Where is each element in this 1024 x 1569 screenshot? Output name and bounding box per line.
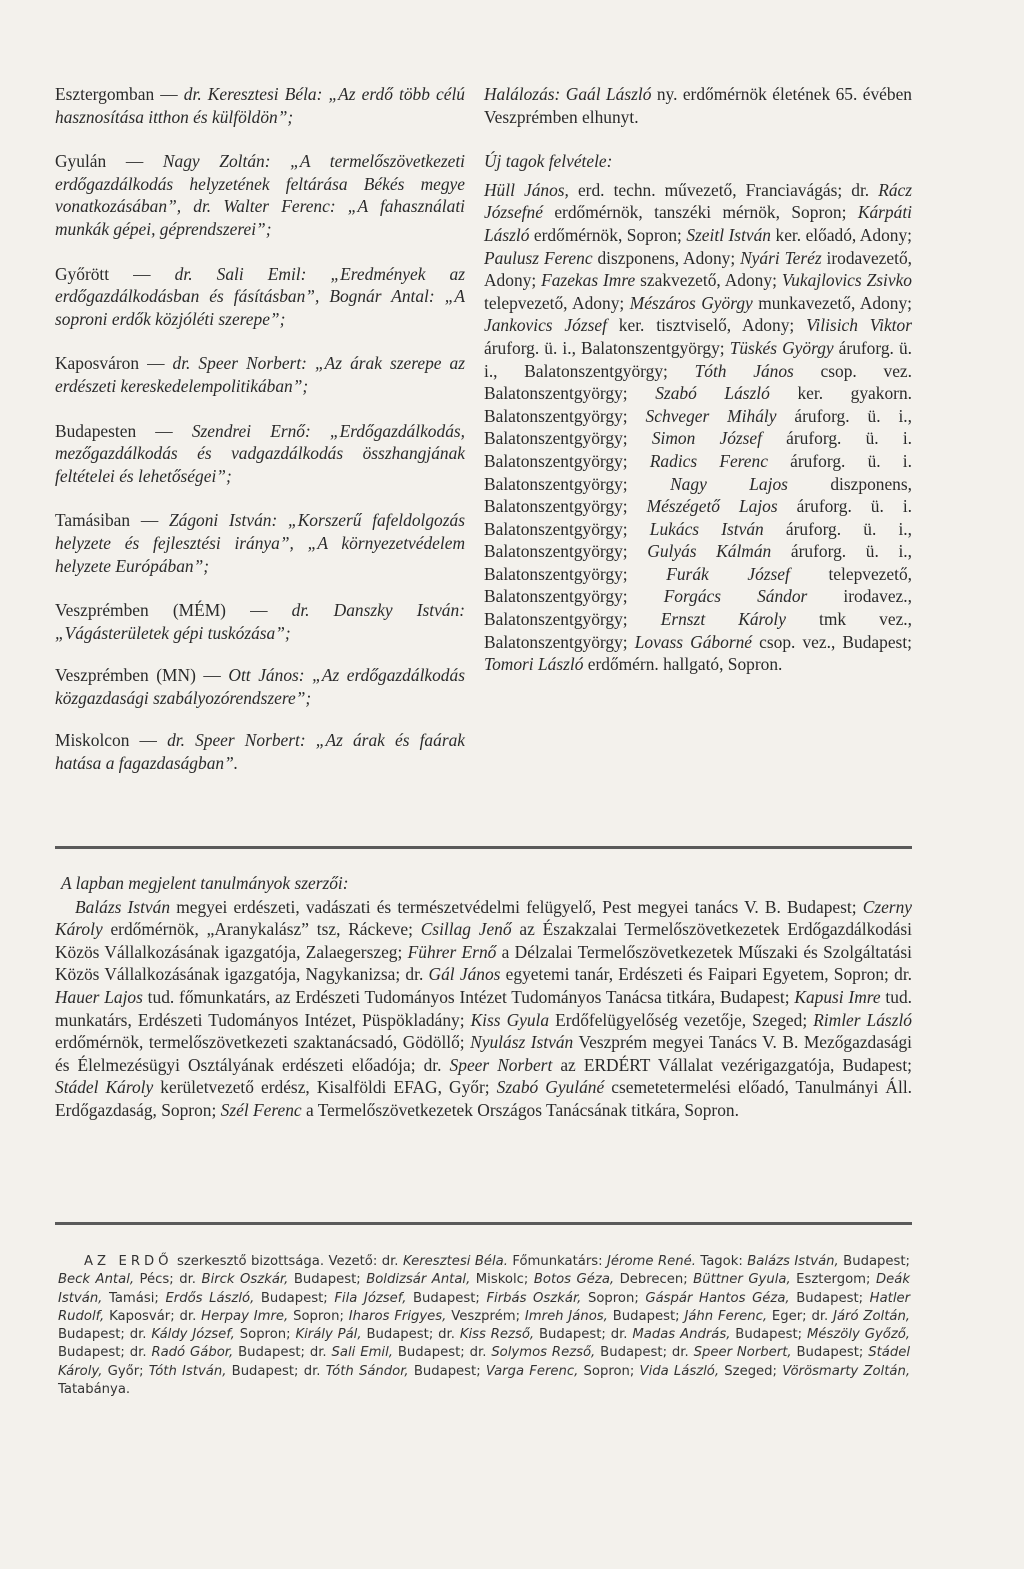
text-run: erd. techn. művezető, Franciavágás; dr. — [568, 179, 879, 200]
text-run: Veszprém megyei Tanács V. B. Mezőgazdasági és Élelmezésügyi Osztályának erdészeti előadója; dr. — [55, 1032, 912, 1075]
text-run: tmk vez., Balatonszentgyörgy; — [484, 609, 912, 652]
person-name: Balázs István — [75, 896, 171, 917]
person-name: Szél Ferenc — [220, 1099, 302, 1120]
text-run: ker. előadó, Adony; — [771, 224, 912, 245]
person-name: Szabó Gyuláné — [496, 1077, 605, 1098]
lecture-text: dr. Sali Emil: „Eredmények az erdőgazdálkodásban és fásításban”, Bognár Antal: „A soproni erdők közjóléti szerepe”; — [55, 263, 465, 329]
text-run: Budapest; — [607, 1308, 685, 1324]
person-name: Szabó László — [655, 383, 770, 404]
text-run: Budapest; — [789, 1290, 870, 1306]
text-run: Esztergom; — [790, 1272, 876, 1288]
lecture-text: Zágoni István: „Korszerű fafeldolgozás helyzete és fejlesztési iránya”, „A környezetvédelem helyzete Európában”; — [55, 510, 465, 576]
person-name: Stádel Károly — [55, 1077, 154, 1098]
person-name: Madas András, — [632, 1327, 731, 1343]
text-run: Budapest; — [838, 1254, 911, 1269]
lecture-entry: Esztergomban — dr. Keresztesi Béla: „Az erdő több célú hasznosítása itthon és külföldön”; — [55, 84, 465, 127]
text-run: Pécs; dr. — [134, 1272, 202, 1288]
text-run: Budapest; dr. — [361, 1327, 460, 1343]
editorial-board — [58, 1253, 910, 1399]
text-run: a Termelőszövetkezetek Országos Tanácsának titkára, Sopron. — [301, 1099, 739, 1120]
person-name: Csillag Jenő — [420, 919, 512, 940]
text-run: diszponens, Adony; — [592, 247, 741, 268]
text-run: tud. munkatárs, Erdészeti Tudományos Intézet, Püspökladány; — [55, 986, 912, 1030]
person-name: Deák István, — [58, 1272, 910, 1306]
person-name: Erdős László, — [165, 1290, 255, 1306]
person-name: Speer Norbert, — [693, 1345, 792, 1361]
text-run: Budapest; — [406, 1290, 487, 1306]
person-name: Tóth János — [694, 360, 794, 381]
person-name: Stádel Károly, — [58, 1345, 911, 1379]
text-run: áruforg. ü. i., Balatonszentgyörgy; — [484, 337, 913, 381]
person-name: Balázs István, — [747, 1254, 839, 1269]
text-run: Sopron; — [288, 1308, 349, 1324]
person-name: Birck Oszkár, — [201, 1272, 289, 1288]
person-name: Rácz Józsefné — [484, 179, 913, 223]
text-run: Budapest; — [288, 1272, 367, 1288]
text-run: Budapest; dr. — [233, 1345, 332, 1361]
person-name: Varga Ferenc, — [485, 1363, 579, 1379]
text-run: erdőmérnök, termelőszövetkezeti szaktanácsadó, Gödöllő; — [55, 1032, 471, 1053]
board-members — [58, 1254, 910, 1397]
person-name: Hauer Lajos — [55, 986, 143, 1007]
text-run: Sopron; — [234, 1327, 296, 1343]
person-name: Mészégető Lajos — [646, 496, 778, 517]
person-name: Ernszt Károly — [660, 609, 786, 630]
person-name: Czerny Károly — [55, 896, 912, 940]
lecture-entry: Tamásiban — Zágoni István: „Korszerű fafeldolgozás helyzete és fejlesztési iránya”, „A környezetvédelem helyzete Európában”; — [55, 510, 465, 576]
text-run: erdőmérn. hallgató, Sopron. — [583, 654, 783, 675]
text-run: Budapest; dr. — [58, 1345, 152, 1361]
text-run: csemetetermelési előadó, Tanulmányi Áll. Erdőgazdaság, Sopron; — [55, 1077, 913, 1120]
person-name: Tóth Sándor, — [325, 1363, 409, 1379]
text-run: csop. vez., Budapest; — [752, 631, 912, 652]
person-name: Gál János — [428, 964, 501, 985]
text-run: Veszprém; — [446, 1308, 525, 1324]
text-run: Szeged; — [719, 1363, 783, 1379]
text-run: Győr; — [102, 1363, 149, 1379]
text-run: telepvezető, Adony; — [484, 292, 630, 313]
person-name: Mészáros György — [629, 292, 753, 313]
person-name: Furák József — [666, 563, 790, 584]
person-name: Kiss Gyula — [470, 1009, 550, 1030]
person-name: Káldy József, — [151, 1327, 235, 1343]
lecture-text: dr. Danszky István: „Vágásterületek gépi tuskózása”; — [55, 600, 465, 643]
text-run: áruforg. ü. i., Balatonszentgyörgy; — [484, 337, 730, 358]
person-name: Gulyás Kálmán — [647, 541, 772, 562]
text-run: Budapest; — [730, 1327, 808, 1343]
person-name: Lovass Gáborné — [634, 631, 753, 652]
text-run: erdőmérnök, Sopron; — [529, 224, 687, 245]
text-run: Budapest; dr. — [595, 1345, 694, 1361]
person-name: Nyári Teréz — [740, 247, 822, 268]
person-name: Schveger Mihály — [645, 405, 777, 426]
lecture-entry: Győrött — dr. Sali Emil: „Eredmények az erdőgazdálkodásban és fásításban”, Bognár Antal: „A soproni erdők közjóléti szerepe”; — [55, 263, 465, 329]
text-run: Kaposvár; dr. — [104, 1308, 202, 1324]
lecture-text: Szendrei Ernő: „Erdőgazdálkodás, mezőgazdálkodás és vadgazdálkodás összhangjának feltételei és lehetőségei”; — [55, 420, 466, 486]
text-run: irodavezető, Adony; — [484, 247, 912, 291]
text-run: szakvezető, Adony; — [635, 270, 782, 291]
text-run: Eger; dr. — [767, 1308, 834, 1324]
obituary: Halálozás: Gaál László ny. erdőmérnök életének 65. évében Veszprémben elhunyt. — [484, 84, 912, 127]
text-run: erdőmérnök, tanszéki mérnök, Sopron; — [542, 202, 858, 223]
text-run: telepvezető, Balatonszentgyörgy; — [484, 563, 912, 607]
person-name: Lukács István — [649, 518, 764, 539]
person-name: Fila József, — [334, 1290, 407, 1306]
person-name: Tóth István, — [148, 1363, 227, 1379]
person-name: Szeitl István — [686, 224, 772, 245]
person-name: Király Pál, — [295, 1327, 362, 1343]
person-name: Herpay Imre, — [201, 1308, 289, 1324]
text-run: Budapest; dr. — [392, 1345, 492, 1361]
text-run: Budapest; dr. — [534, 1327, 633, 1343]
person-name: Jérome René. — [607, 1254, 696, 1269]
text-run: áruforg. ü. i., Balatonszentgyörgy; — [484, 405, 912, 449]
text-run: áruforg. ü. i., Balatonszentgyörgy; — [484, 518, 912, 562]
person-name: Gáspár Hantos Géza, — [645, 1290, 790, 1306]
person-name: Vukajlovics Zsivko — [781, 270, 912, 291]
right-column — [484, 83, 912, 698]
text-run: Budapest; dr. — [226, 1363, 326, 1379]
lecture-entry: Miskolcon — dr. Speer Norbert: „Az árak és faárak hatása a fagazdaságban”. — [55, 730, 465, 774]
editorial-board-text — [58, 1253, 910, 1399]
person-name: Kárpáti László — [484, 202, 912, 245]
text-run: áruforg. ü. i. Balatonszentgyörgy; — [484, 450, 912, 494]
text-run: Debrecen; — [614, 1272, 694, 1288]
section-divider — [55, 1222, 912, 1225]
person-name: Tomori László — [484, 654, 584, 675]
text-run: az ERDÉRT Vállalat vezérigazgatója, Budapest; — [552, 1054, 912, 1075]
lecture-text: Nagy Zoltán: „A termelőszövetkezeti erdőgazdálkodás helyzetének feltárása Békés megye vonatkozásában”, dr. Walter Ferenc: „A fahasználati munkák gépei, géprendszerei”; — [55, 151, 466, 239]
new-members-list — [484, 179, 912, 676]
person-name: Paulusz Ferenc — [484, 247, 593, 268]
left-column — [55, 83, 465, 797]
new-members-heading: Új tagok felvétele: — [484, 151, 613, 172]
person-name: Solymos Rezső, — [491, 1345, 596, 1361]
text-run: ker. tisztviselő, Adony; — [606, 315, 807, 336]
person-name: Sali Emil, — [331, 1345, 393, 1361]
lecture-entry: Kaposváron — dr. Speer Norbert: „Az árak szerepe az erdészeti kereskedelempolitikában”; — [55, 353, 465, 396]
person-name: Forgács Sándor — [663, 586, 808, 607]
text-run: Tagok: — [695, 1254, 748, 1269]
person-name: Simon József — [651, 428, 762, 449]
person-name: Kapusi Imre — [794, 986, 881, 1007]
text-run: áruforg. ü. i. Balatonszentgyörgy; — [484, 496, 912, 539]
person-name: Büttner Gyula, — [693, 1272, 791, 1288]
text-run: csop. vez. Balatonszentgyörgy; — [484, 360, 912, 404]
person-name: Járó Zoltán, — [833, 1308, 910, 1324]
person-name: Iharos Frigyes, — [348, 1308, 447, 1324]
text-run: ker. gyakorn. Balatonszentgyörgy; — [484, 383, 913, 426]
text-run: a Délzalai Termelőszövetkezetek Műszaki és Szolgáltatási Közös Vállalkozásának igazgatója, Nagykanizsa; dr. — [55, 941, 912, 985]
person-name: Radó Gábor, — [151, 1345, 234, 1361]
lecture-entry: Veszprémben (MÉM) — dr. Danszky István: „Vágásterületek gépi tuskózása”; — [55, 600, 465, 643]
person-name: Imreh János, — [524, 1308, 608, 1324]
text-run: munkavezető, Adony; — [752, 292, 912, 313]
text-run: Budapest; dr. — [58, 1327, 152, 1343]
text-run: Miskolc; — [470, 1272, 534, 1288]
lecture-text: dr. Keresztesi Béla: „Az erdő több célú hasznosítása itthon és külföldön”; — [55, 84, 465, 127]
person-name: Keresztesi Béla. — [402, 1254, 508, 1269]
authors-list — [55, 896, 912, 1122]
authors-section — [55, 872, 912, 1122]
person-name: Speer Norbert — [449, 1054, 553, 1075]
lecture-text: Ott János: „Az erdőgazdálkodás közgazdasági szabályozórendszere”; — [55, 665, 465, 708]
person-name: Jankovics József — [484, 315, 607, 336]
person-name: Hüll János, — [484, 179, 569, 200]
person-name: Boldizsár Antal, — [366, 1272, 471, 1288]
text-run: Főmunkatárs: — [507, 1254, 608, 1269]
person-name: Fazekas Imre — [541, 270, 636, 291]
obituary-name: Gaál László — [565, 84, 652, 104]
person-name: Nagy Lajos — [670, 473, 788, 494]
text-run: áruforg. ü. i. Balatonszentgyörgy; — [484, 428, 912, 471]
person-name: Rimler László — [813, 1009, 912, 1030]
obituary-label: Halálozás: — [484, 84, 561, 104]
person-name: Vilisich Viktor — [806, 315, 912, 336]
text-run: megyei erdészeti, vadászati és természetvédelmi felügyelő, Pest megyei tanács V. B. Budapest; — [170, 896, 863, 917]
person-name: Jáhn Ferenc, — [684, 1308, 768, 1324]
text-run: irodavez., Balatonszentgyörgy; — [484, 586, 912, 630]
lecture-entry: Budapesten — Szendrei Ernő: „Erdőgazdálkodás, mezőgazdálkodás és vadgazdálkodás összhangjának feltételei és lehetőségei”; — [55, 420, 466, 486]
person-name: Botos Géza, — [533, 1272, 615, 1288]
text-run: áruforg. ü. i., Balatonszentgyörgy; — [484, 541, 912, 584]
authors-heading: A lapban megjelent tanulmányok szerzői: — [61, 873, 349, 893]
person-name: Hatler Rudolf, — [58, 1290, 911, 1324]
lecture-entry: Veszprémben (MN) — Ott János: „Az erdőgazdálkodás közgazdasági szabályozórendszere”; — [55, 665, 465, 708]
text-run: erdőmérnök, „Aranykalász” tsz, Ráckeve; — [102, 919, 421, 940]
person-name: Nyulász István — [470, 1032, 574, 1053]
text-run: Budapest; — [791, 1345, 869, 1361]
person-name: Beck Antal, — [58, 1272, 135, 1288]
person-name: Führer Ernő — [407, 941, 497, 962]
person-name: Vida László, — [639, 1363, 720, 1379]
text-run: Tatabánya. — [58, 1382, 131, 1398]
text-run: Sopron; — [581, 1290, 646, 1306]
person-name: Radics Ferenc — [649, 450, 768, 471]
lecture-entry: Gyulán — Nagy Zoltán: „A termelőszövetkezeti erdőgazdálkodás helyzetének feltárása Békés megye vonatkozásában”, dr. Walter Ferenc: „A fahasználati munkák gépei, géprendszerei”; — [55, 151, 466, 239]
person-name: Tüskés György — [729, 337, 834, 358]
text-run: szerkesztő bizottsága. Vezető: dr. — [172, 1254, 403, 1269]
text-run: Sopron; — [578, 1363, 640, 1379]
text-run: kerületvezető erdész, Kisalföldi EFAG, Győr; — [153, 1077, 497, 1098]
text-run: az Északzalai Termelőszövetkezetek Erdőgazdálkodási Közös Vállalkozásának igazgatója, Zalaegerszeg; — [55, 919, 912, 962]
person-name: Vörösmarty Zoltán, — [782, 1363, 911, 1379]
text-run: Tamási; — [102, 1290, 166, 1306]
section-divider — [55, 846, 912, 849]
lecture-text: dr. Speer Norbert: „Az árak és faárak hatása a fagazdaságban”. — [55, 730, 465, 774]
text-run: Budapest; — [254, 1290, 335, 1306]
lecture-text: dr. Speer Norbert: „Az árak szerepe az erdészeti kereskedelempolitikában”; — [55, 353, 465, 396]
journal-name: AZ ERDŐ — [84, 1254, 173, 1269]
text-run: diszponens, Balatonszentgyörgy; — [484, 473, 912, 517]
person-name: Mészöly Győző, — [807, 1327, 911, 1343]
person-name: Kiss Rezső, — [459, 1327, 535, 1343]
person-name: Firbás Oszkár, — [486, 1290, 582, 1306]
text-run: egyetemi tanár, Erdészeti és Faipari Egyetem, Sopron; dr. — [500, 964, 912, 985]
text-run: Erdőfelügyelőség vezetője, Szeged; — [549, 1009, 814, 1030]
text-run: tud. főmunkatárs, az Erdészeti Tudományos Intézet Tudományos Tanácsa titkára, Budapest; — [142, 986, 795, 1007]
text-run: Budapest; — [408, 1363, 486, 1379]
